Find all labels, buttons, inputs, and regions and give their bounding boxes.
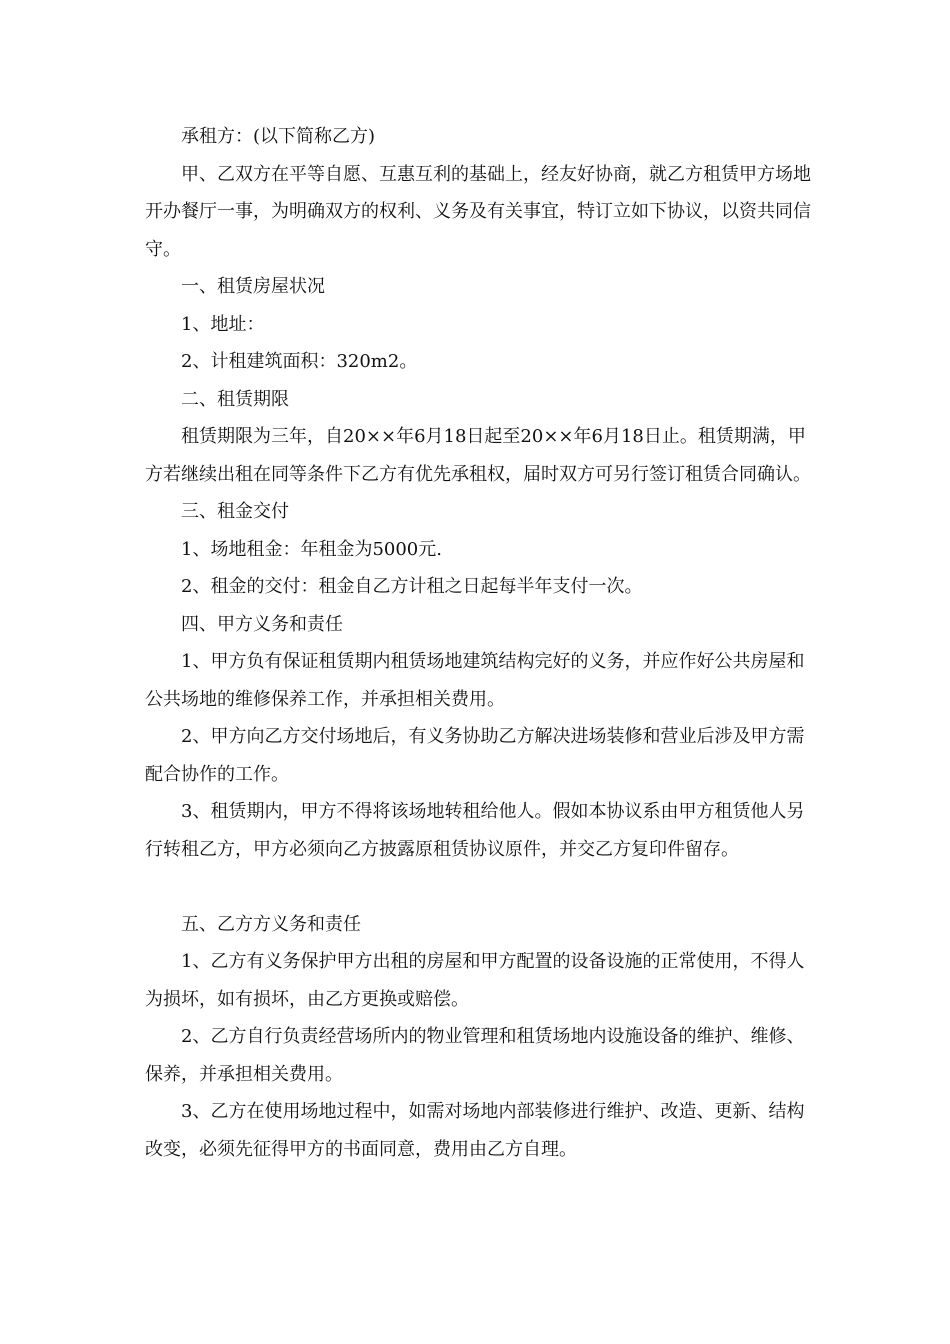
clause-3-2: 2、租金的交付：租金自乙方计租之日起每半年支付一次。 (181, 576, 643, 597)
section-heading-4: 四、甲方义务和责任 (181, 613, 343, 635)
paragraph-gap (145, 868, 815, 906)
clause-4-2: 2、甲方向乙方交付场地后，有义务协助乙方解决进场装修和营业后涉及甲方需配合协作的工作。 (145, 726, 805, 785)
clause-1-2: 2、计租建筑面积：320m2。 (181, 351, 418, 372)
clause-5-3: 3、乙方在使用场地过程中，如需对场地内部装修进行维护、改造、更新、结构改变，必须先征得甲方的书面同意，费用由乙方自理。 (145, 1101, 805, 1160)
section-heading-5: 五、乙方方义务和责任 (181, 913, 361, 935)
clause-4-1: 1、甲方负有保证租赁期内租赁场地建筑结构完好的义务，并应作好公共房屋和公共场地的维修保养工作，并承担相关费用。 (145, 651, 805, 710)
section-heading-2: 二、租赁期限 (181, 388, 289, 410)
section-heading-1: 一、租赁房屋状况 (181, 276, 325, 297)
clause-2-term: 租赁期限为三年，自20××年6月18日起至20××年6月18日止。租赁期满，甲方若继续出租在同等条件下乙方有优先承租权，届时双方可另行签订租赁合同确认。 (145, 426, 811, 485)
clause-1-1: 1、地址： (181, 313, 265, 335)
clause-4-3: 3、租赁期内，甲方不得将该场地转租给他人。假如本协议系由甲方租赁他人另行转租乙方，甲方必须向乙方披露原租赁协议原件，并交乙方复印件留存。 (145, 801, 805, 860)
clause-5-1: 1、乙方有义务保护甲方出租的房屋和甲方配置的设备设施的正常使用，不得人为损坏，如有损坏，由乙方更换或赔偿。 (145, 951, 805, 1010)
lessee-line: 承租方：(以下简称乙方) (181, 126, 376, 147)
clause-3-1: 1、场地租金：年租金为5000元. (181, 538, 442, 560)
preamble-paragraph: 甲、乙双方在平等自愿、互惠互利的基础上，经友好协商，就乙方租赁甲方场地开办餐厅一事，为明确双方的权利、义务及有关事宜，特订立如下协议，以资共同信守。 (145, 163, 811, 260)
contract-body (145, 118, 815, 1168)
clause-5-2: 2、乙方自行负责经营场所内的物业管理和租赁场地内设施设备的维护、维修、保养，并承担相关费用。 (145, 1026, 805, 1085)
section-heading-3: 三、租金交付 (181, 501, 289, 522)
